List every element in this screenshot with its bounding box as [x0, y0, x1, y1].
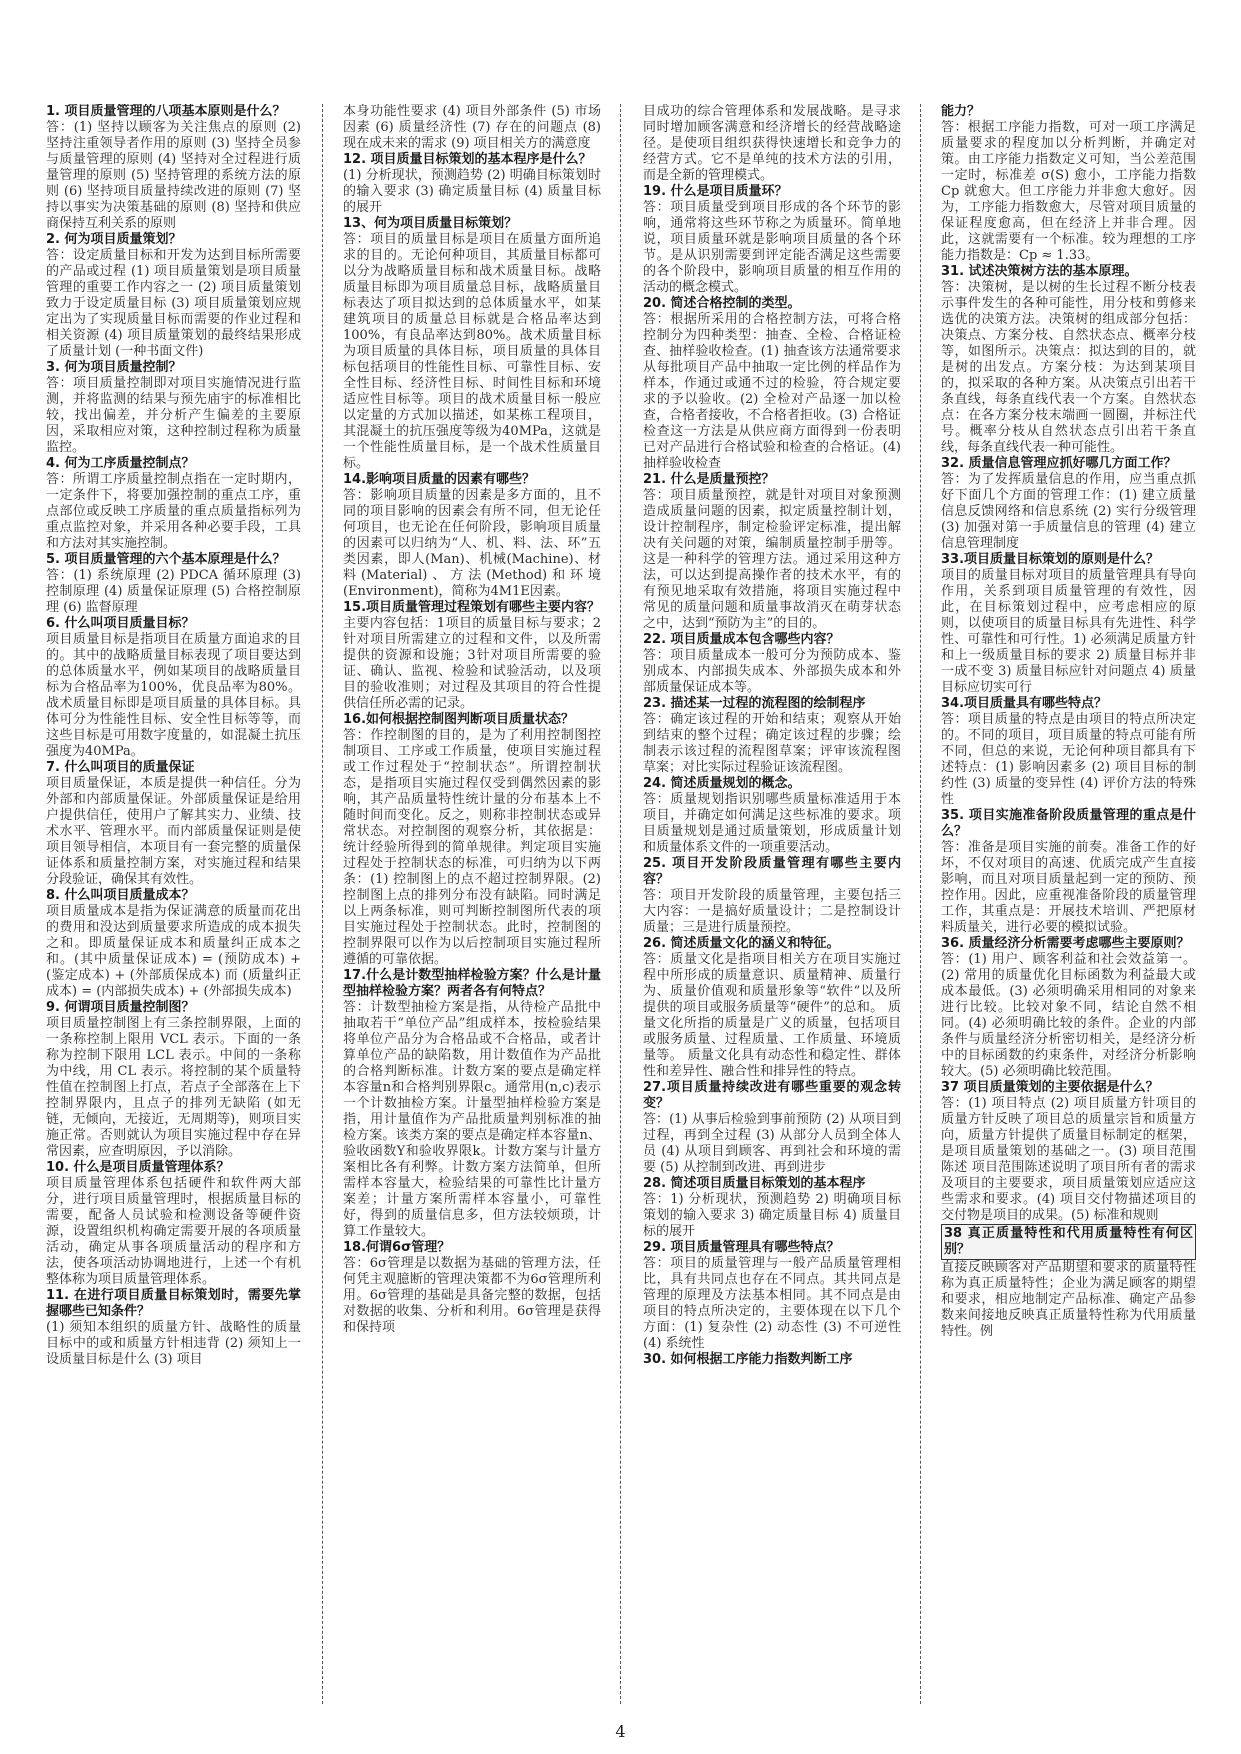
question-heading: 19. 什么是项目质量环？: [643, 184, 788, 199]
qa-item: [643, 696, 901, 776]
answer-text: 答：根据工序能力指数，可对一项工序满足质量要求的程度加以分析判断，并确定对策。由工序能力指数定义可知，当公差范围一定时，标准差 σ(S) 愈小，工序能力指数 Cp 就愈大。但工序能力并非愈大愈好。因为，工序能力指数愈大，尽管对项目质量的保证程度愈高，但在经济上并非合理。因此，这就需要有一个标准。较为理想的工序能力指数是：Cp ≈ 1.33。: [941, 120, 1196, 263]
text-column-4: [941, 104, 1196, 1709]
qa-item: [343, 1240, 601, 1336]
answer-text: 答：质量文化是指项目相关方在项目实施过程中所形成的质量意识、质量精神、质量行为、质量价值观和质量形象等“软件”以及所提供的项目或服务质量等“硬件”的总和。 质量文化所指的质量是广义的质量，包括项目或服务质量、过程质量、工作质量、环境质量等。 质量文化具有动态性和稳定性、群体性和差异性、融合性和排异性的特点。: [643, 952, 901, 1079]
answer-text: 答：项目质量成本一般可分为预防成本、鉴别成本、内部损失成本、外部损失成本和外部质量保证成本等。: [643, 648, 901, 695]
answer-text: 答：作控制图的目的，是为了利用控制图控制项目、工序或工作质量，使项目实施过程或工作过程处于“控制状态”。所谓控制状态，是指项目实施过程仅受到偶然因素的影响，其产品质量特性统计量的分布基本上不随时间而变化。反之，则称非控制状态或异常状态。对控制图的观察分析，其依据是：统计经验所得到的简单规律。判定项目实施过程处于控制状态的标准，可归纳为以下两条：(1) 控制图上的点不超过控制界限。(2) 控制图上点的排列分布没有缺陷。同时满足以上两条标准，则可判断控制图所代表的项目实施过程处于控制状态。此时，控制图的控制界限可以作为以后控制项目实施过程所遵循的可靠依据。: [343, 728, 601, 967]
qa-item: [343, 104, 601, 152]
answer-text: 答：设定质量目标和开发为达到目标所需要的产品或过程 (1) 项目质量策划是项目质量管理的重要工作内容之一 (2) 项目质量策划致力于设定质量目标 (3) 项目质量策划应规定出为了实现质量目标而需要的作业过程和相关资源 (4) 项目质量策划的最终结果形成了质量计划 (一种书面文件): [46, 248, 301, 359]
qa-item: [941, 936, 1196, 1080]
qa-item: [941, 1080, 1196, 1224]
answer-text: 项目质量目标是指项目在质量方面追求的目的。其中的战略质量目标表现了项目要达到的总体质量水平，例如某项目的战略质量目标为合格品率为100%，优良品率为80%。战术质量目标即是项目质量的具体目标。具体可分为性能性目标、安全性目标等等，而这些目标是可用数字度量的，如混凝土抗压强度为40MPa。: [46, 632, 301, 759]
qa-item: [343, 968, 601, 1240]
question-heading: 17.什么是计数型抽样检验方案？什么是计量型抽样检验方案？两者各有何特点？: [343, 968, 601, 999]
answer-text: 项目质量成本是指为保证满意的质量而花出的费用和没达到质量要求所造成的成本损失之和。即质量保证成本和质量纠正成本之和。(其中质量保证成本) = (预防成本) + (鉴定成本) + (外部质保成本) 而 (质量纠正成本) = (内部损失成本) + (外部损失成本): [46, 904, 301, 999]
answer-text: 答：确定该过程的开始和结束；观察从开始到结束的整个过程；确定该过程的步骤；绘制表示该过程的流程图草案；评审该流程图草案；对比实际过程验证该流程图。: [643, 712, 901, 775]
qa-item: [643, 1080, 901, 1176]
question-heading: 13、何为项目质量目标策划？: [343, 216, 518, 231]
question-heading: 10. 什么是项目质量管理体系？: [46, 1160, 230, 1175]
question-heading: 26. 简述质量文化的涵义和特征。: [643, 936, 840, 951]
qa-item: [46, 232, 301, 360]
answer-text: 项目质量保证，本质是提供一种信任。分为外部和内部质量保证。外部质量保证是给用户提供信任，使用户了解其实力、业绩、技术水平、管理水平。而内部质量保证则是使项目领导相信，本项目有一套完整的质量保证体系和质量控制方案，对实施过程和结果分段验证，确保其有效性。: [46, 776, 301, 887]
question-heading: 16.如何根据控制图判断项目质量状态？: [343, 712, 575, 727]
answer-text: 答：(1) 从事后检验到事前预防 (2) 从项目到过程，再到全过程 (3) 从部分人员到全体人员 (4) 从项目到顾客、再到社会和环境的需要 (5) 从控制到改进、再到进步: [643, 1112, 901, 1175]
qa-item: [46, 552, 301, 616]
question-heading: 30. 如何根据工序能力指数判断工序: [643, 1352, 853, 1367]
answer-text: 答：所谓工序质量控制点指在一定时期内，一定条件下，将要加强控制的重点工序，重点部位或反映工序质量的重点质量指标列为重点监控对象，并采用各种必要手段，工具和方法对其实施控制。: [46, 472, 301, 551]
qa-item: [343, 216, 601, 472]
question-heading: 38 真正质量特性和代用质量特性有何区别？: [941, 1224, 1196, 1260]
answer-text: 项目质量控制图上有三条控制界限，上面的一条称控制上限用 VCL 表示。下面的一条称为控制下限用 LCL 表示。中间的一条称为中线，用 CL 表示。将控制的某个质量特性值在控制图上打点，若点子全部落在上下控制界限内，且点子的排列无缺陷 (如无链，无倾向，无接近，无周期等)，则项目实施正常。否则就认为项目实施过程中存在异常因素，应查明原因，予以消除。: [46, 1016, 301, 1159]
question-heading: 18.何谓6σ管理？: [343, 1240, 451, 1255]
question-heading: 4. 何为工序质量控制点？: [46, 456, 195, 471]
answer-text: 答：计数型抽检方案是指，从待检产品批中抽取若干“单位产品”组成样本，按检验结果将单位产品分为合格品或不合格品，或者计算单位产品的缺陷数，用计数值作为产品批的合格判断标准。计数方案的要点是确定样本容量n和合格判别界限c。通常用(n,c)表示一个计数抽检方案。计量型抽样检验方案是指，用计量值作为产品批质量判别标准的抽检方案。该类方案的要点是确定样本容量n、验收函数Y和验收界限k。计数方案与计量方案相比各有利弊。计数方案方法简单，但所需样本容量大，检验结果的可靠性比计量方案差；计量方案所需样本容量小，可靠性好，得到的质量信息多，但方法较烦琐，计算工作量较大。: [343, 1000, 601, 1239]
answer-text: 答：项目的质量目标是项目在质量方面所追求的目的。无论何种项目，其质量目标都可以分为战略质量目标和战术质量目标。战略质量目标即为项目质量总目标，战略质量目标表达了项目拟达到的总体质量水平，如某建筑项目的质量总目标就是合格品率达到100%，有良品率达到80%。战术质量目标为项目质量的具体目标，项目质量的具体目标包括项目的性能性目标、可靠性目标、安全性目标、经济性目标、时间性目标和环境适应性目标等。项目的战术质量目标一般应以定量的方式加以描述，如某栋工程项目，其混凝土的抗压强度等级为40MPa，这就是一个性能性质量目标，是一个战术性质量目标。: [343, 232, 601, 471]
question-heading: 12. 项目质量目标策划的基本程序是什么？: [343, 152, 592, 167]
answer-text: 答：1) 分析现状，预测趋势 2) 明确项目标策划的输入要求 3) 确定质量目标 4) 质量目标的展开: [643, 1192, 901, 1239]
answer-text: 答：项目的质量管理与一般产品质量管理相比，具有共同点也存在不同点。其共同点是管理的原理及方法基本相同。其不同点是由项目的特点所决定的，主要体现在以下几个方面：(1) 复杂性 (2) 动态性 (3) 不可逆性 (4) 系统性: [643, 1256, 901, 1351]
qa-item: [941, 264, 1196, 456]
question-heading: 7. 什么叫项目的质量保证: [46, 760, 195, 775]
qa-item: [46, 1000, 301, 1160]
question-heading: 6. 什么叫项目质量目标？: [46, 616, 195, 631]
qa-item: [46, 616, 301, 760]
qa-item: [643, 296, 901, 472]
column-divider: [322, 104, 323, 1704]
question-heading: 33.项目质量目标策划的原则是什么？: [941, 552, 1160, 567]
qa-item: [941, 808, 1196, 936]
answer-text: 答：(1) 坚持以顾客为关注焦点的原则 (2) 坚持注重领导者作用的原则 (3) 坚持全员参与质量管理的原则 (4) 坚持对全过程进行质量管理的原则 (5) 坚持管理的系统方法的原则 (6) 坚持项目质量持续改进的原则 (7) 坚持以事实为决策基础的原则 (8) 坚持和供应商保持互利关系的原则: [46, 120, 301, 231]
answer-text: 主要内容包括：1项目的质量目标与要求；2针对项目所需建立的过程和文件，以及所需提供的资源和设施；3针对项目所需要的验证、确认、监视、检验和试验活动，以及项目的验收准则；对过程及其项目的符合性提供信任所必需的记录。: [343, 616, 601, 711]
qa-item: [643, 632, 901, 696]
qa-item: [643, 856, 901, 936]
qa-item: [46, 888, 301, 1000]
qa-item: [343, 472, 601, 600]
qa-item: [643, 472, 901, 632]
qa-item: [343, 712, 601, 968]
page-number: 4: [615, 1722, 626, 1741]
answer-text: 答：准备是项目实施的前奏。准备工作的好坏，不仅对项目的高速、优质完成产生直接影响，而且对项目质量起到一定的预防、预控作用。因此，应重视准备阶段的质量管理工作，其重点是：开展技术培训、严把原材料质量关，进行必要的模拟试验。: [941, 840, 1196, 935]
answer-text: 项目质量管理体系包括硬件和软件两大部分，进行项目质量管理时，根据质量目标的需要，配备人员试验和检测设备等硬件资源，设置组织机构确定需要开展的各项质量活动，确定从事各项质量活动的程序和方法，使各项活动协调地进行，上述一个有机整体称为项目质量管理体系。: [46, 1176, 301, 1287]
qa-item: [46, 104, 301, 232]
answer-text: 答：决策树，是以树的生长过程不断分枝表示事件发生的各种可能性，用分枝和剪修来选优的决策方法。决策树的组成部分包括：决策点、方案分枝、自然状态点、概率分枝等，如图所示。决策点：拟达到的目的，就是树的出发点。方案分枝：为达到某项目的，拟采取的各种方案。从决策点引出若干条直线，每条直线代表一个方案。自然状态点：在各方案分枝末端画一圆圈，并标注代号。概率分枝从自然状态点引出若干条直线，每条直线代表一种可能性。: [941, 280, 1196, 455]
answer-text: 答：项目质量的特点是由项目的特点所决定的。不同的项目，项目质量的特点可能有所不同，但总的来说，无论何种项目都具有下述特点：(1) 影响因素多 (2) 项目目标的制约性 (3) 质量的变异性 (4) 评价方法的特殊性: [941, 712, 1196, 807]
column-divider: [620, 104, 621, 1704]
qa-item: [941, 696, 1196, 808]
text-column-1: [46, 104, 301, 1709]
answer-text: 本身功能性要求 (4) 项目外部条件 (5) 市场因素 (6) 质量经济性 (7) 存在的问题点 (8) 现在成未来的需求 (9) 项目相关方的满意度: [343, 104, 601, 151]
qa-item: [941, 104, 1196, 264]
question-heading: 11. 在进行项目质量目标策划时，需要先掌握哪些已知条件？: [46, 1288, 301, 1319]
answer-text: 目成功的综合管理体系和发展战略。是寻求同时增加顾客满意和经济增长的经营战略途径。是使项目组织获得快速增长和竞争力的经营方式。它不是单纯的技术方法的引用，而是全新的管理模式。: [643, 104, 901, 183]
question-heading: 3. 何为项目质量控制？: [46, 360, 182, 375]
text-column-3: [643, 104, 901, 1709]
question-heading: 25. 项目开发阶段质量管理有哪些主要内容？: [643, 856, 901, 887]
qa-item: [643, 1352, 901, 1368]
qa-item: [643, 936, 901, 1080]
question-heading: 5. 项目质量管理的六个基本原理是什么？: [46, 552, 286, 567]
answer-text: 答：(1) 用户、顾客利益和社会效益第一。(2) 常用的质量优化目标函数为利益最大或成本最低。(3) 必须明确采用相同的对象来进行比较。比较对象不同，结论自然不相同。(4) 必须明确比较的条件。企业的内部条件与质量经济分析密切相关，是经济分析中的目标函数的约束条件，对经济分析影响较大。(5) 必须明确比较范围。: [941, 952, 1196, 1079]
qa-item: [941, 552, 1196, 696]
question-heading: 35. 项目实施准备阶段质量管理的重点是什么？: [941, 808, 1196, 839]
answer-text: 答：项目质量受到项目形成的各个环节的影响，通常将这些环节称之为质量环。简单地说，项目质量环就是影响项目质量的各个环节。是从识别需要到评定能否满足这些需要的各个阶段中，影响项目质量的相互作用的活动的概念模式。: [643, 200, 901, 295]
answer-text: 答：根据所采用的合格控制方法，可将合格控制分为四种类型：抽查、全检、合格证检查、抽样验收检查。(1) 抽查该方法通常要求从每批项目产品中抽取一定比例的样品作为样本，作通过或通不过的检验，符合规定要求的予以验收。(2) 全检对产品逐一加以检查，合格者接收，不合格者拒收。(3) 合格证检查这一方法是从供应商方面得到一份表明已对产品进行合格试验和检查的合格证。(4) 抽样验收检查: [643, 312, 901, 471]
question-heading: 2. 何为项目质量策划？: [46, 232, 182, 247]
answer-text: 项目的质量目标对项目的质量管理具有导向作用，关系到项目质量管理的有效性，因此，在目标策划过程中，应考虑相应的原则，以使项目的质量目标具有先进性、科学性、可靠性和可行性。1) 必须满足质量方针和上一级质量目标的要求 2) 质量目标并非一成不变 3) 质量目标应针对问题点 4) 质量目标应切实可行: [941, 568, 1196, 695]
qa-item: [343, 152, 601, 216]
qa-item: [941, 456, 1196, 552]
qa-item: [343, 600, 601, 712]
qa-item: [643, 184, 901, 296]
qa-item: [643, 1240, 901, 1352]
question-heading: 29. 项目质量管理具有哪些特点？: [643, 1240, 840, 1255]
question-heading: 21. 什么是质量预控？: [643, 472, 775, 487]
question-heading: 27.项目质量持续改进有哪些重要的观念转变？: [643, 1080, 901, 1111]
question-heading: 37 项目质量策划的主要依据是什么？: [941, 1080, 1159, 1095]
qa-item: [46, 1160, 301, 1288]
question-heading: 31. 试述决策树方法的基本原理。: [941, 264, 1138, 279]
qa-item: [643, 776, 901, 856]
question-heading: 23. 描述某一过程的流程图的绘制程序: [643, 696, 866, 711]
question-heading: 15.项目质量管理过程策划有哪些主要内容？: [343, 600, 601, 615]
answer-text: (1) 分析现状，预测趋势 (2) 明确目标策划时的输入要求 (3) 确定质量目标 (4) 质量目标的展开: [343, 168, 601, 215]
answer-text: 答：(1) 项目特点 (2) 项目质量方针项目的质量方针反映了项目总的质量宗旨和质量方向，质量方针提供了质量目标制定的框架，是项目质量策划的基础之一。(3) 项目范围陈述 项目范围陈述说明了项目所有者的需求及项目的主要要求，项目质量策划应适应这些需求和要求。(4) 项目交付物描述项目的交付物是项目的成果。(5) 标准和规则: [941, 1096, 1196, 1223]
qa-item: [643, 104, 901, 184]
answer-text: 答：项目质量控制即对项目实施情况进行监测，并将监测的结果与预先庙宇的标准相比较，找出偏差，并分析产生偏差的主要原因，采取相应对策，这种控制过程称为质量监控。: [46, 376, 301, 455]
qa-item: [643, 1176, 901, 1240]
question-heading: 24. 简述质量规划的概念。: [643, 776, 801, 791]
question-heading: 8. 什么叫项目质量成本？: [46, 888, 195, 903]
question-heading: 36. 质量经济分析需要考虑哪些主要原则？: [941, 936, 1190, 951]
text-column-2: [343, 104, 601, 1709]
answer-text: 直接反映顾客对产品期望和要求的质量特性称为真正质量特性；企业为满足顾客的期望和要求，相应地制定产品标准、确定产品参数来间接地反映真正质量特性称为代用质量特性。例: [941, 1260, 1196, 1339]
answer-text: 答：为了发挥质量信息的作用，应当重点抓好下面几个方面的管理工作：(1) 建立质量信息反馈网络和信息系统 (2) 实行分级管理 (3) 加强对第一手质量信息的管理 (4) 建立信息管理制度: [941, 472, 1196, 551]
qa-item: [46, 360, 301, 456]
answer-text: 答：(1) 系统原理 (2) PDCA 循环原理 (3) 控制原理 (4) 质量保证原理 (5) 合格控制原理 (6) 监督原理: [46, 568, 301, 615]
answer-text: (1) 须知本组织的质量方针、战略性的质量目标中的或和质量方针相违背 (2) 须知上一设质量目标是什么 (3) 项目: [46, 1320, 301, 1367]
question-heading: 22. 项目质量成本包含哪些内容？: [643, 632, 840, 647]
question-heading: 9. 何谓项目质量控制图？: [46, 1000, 195, 1015]
question-heading: 1. 项目质量管理的八项基本原则是什么？: [46, 104, 286, 119]
question-heading: 20. 简述合格控制的类型。: [643, 296, 801, 311]
question-heading: 14.影响项目质量的因素有哪些？: [343, 472, 536, 487]
question-heading: 32. 质量信息管理应抓好哪几方面工作？: [941, 456, 1177, 471]
answer-text: 答：质量规划指识别哪些质量标准适用于本项目，并确定如何满足这些标准的要求。项目质量规划是通过质量策划，形成质量计划和质量体系文件的一项重要活动。: [643, 792, 901, 855]
column-divider: [920, 104, 921, 1704]
qa-item: [46, 760, 301, 888]
answer-text: 答：项目质量预控，就是针对项目对象预测造成质量问题的因素，拟定质量控制计划，设计控制程序，制定检验评定标准，提出解决有关问题的对策，编制质量控制手册等。这是一种科学的管理方法。通过采用这种方法，可以达到提高操作者的技术水平，有的有预见地采取有效措施，将项目实施过程中常见的质量问题和质量事故消灭在萌芽状态之中，达到“预防为主”的目的。: [643, 488, 901, 631]
qa-item: [46, 456, 301, 552]
question-heading: 能力？: [941, 104, 981, 119]
answer-text: 答：6σ管理是以数据为基础的管理方法，任何凭主观臆断的管理决策都不为6σ管理所利用。6σ管理的基础是具备完整的数据，包括对数据的收集、分析和利用。6σ管理是获得和保持项: [343, 1256, 601, 1335]
qa-item: [941, 1224, 1196, 1340]
qa-item: [46, 1288, 301, 1368]
answer-text: 答：影响项目质量的因素是多方面的，且不同的项目影响的因素会有所不同，但无论任何项目，也无论在任何阶段，影响项目质量的因素可以归纳为“人、机、料、法、环”五类因素，即人(Man)、机械(Machine)、材料(Material)、方法(Method)和环境(Environment)，简称为4M1E因素。: [343, 488, 601, 599]
question-heading: 28. 简述项目质量目标策划的基本程序: [643, 1176, 866, 1191]
question-heading: 34.项目质量具有哪些特点？: [941, 696, 1108, 711]
answer-text: 答：项目开发阶段的质量管理，主要包括三大内容：一是搞好质量设计；二是控制设计质量；三是进行质量预控。: [643, 888, 901, 935]
